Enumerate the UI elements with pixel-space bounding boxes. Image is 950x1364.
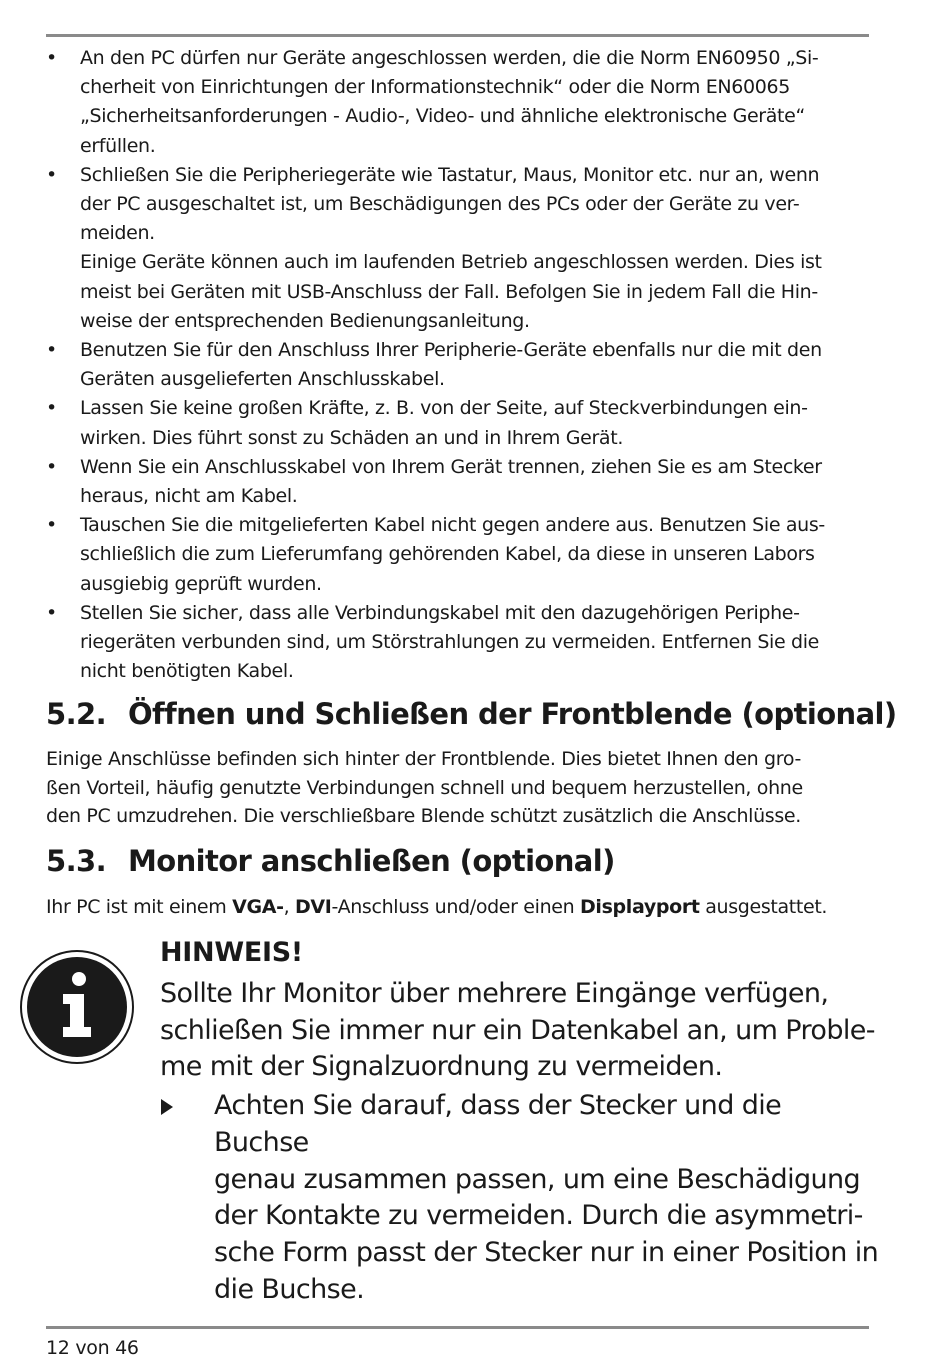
list-item: [46, 394, 876, 452]
bullet-dot: •: [46, 163, 57, 186]
list-item-text: An den PC dürfen nur Geräte angeschlossen werden, die die Norm EN60950 „Si- cherheit von Einrichtungen der Informationstechnik“ oder die Norm EN60065 „Sicherheitsanforderungen - Audio-, Video- und ähnliche elektronische Geräte“ erfüllen.: [80, 47, 819, 157]
section-title: Öffnen und Schließen der Frontblende (optional): [128, 697, 897, 731]
text-run: Ihr PC ist mit einem: [46, 896, 233, 918]
note-title: HINWEIS!: [160, 937, 303, 968]
bold-term-vga: VGA-: [232, 896, 284, 918]
text-run: ausgestattet.: [699, 896, 828, 918]
list-item-text: Schließen Sie die Peripheriegeräte wie Tastatur, Maus, Monitor etc. nur an, wenn der PC ausgeschaltet ist, um Beschädigungen des PCs oder der Geräte zu ver- meiden.: [80, 163, 820, 245]
safety-bullet-list: [46, 44, 876, 686]
note-step: [160, 1088, 880, 1309]
section-number: 5.2.: [46, 697, 106, 731]
list-item-text: Lassen Sie keine großen Kräfte, z. B. von der Seite, auf Steckverbindungen ein- wirken. Dies führt sonst zu Schäden an und in Ihrem Gerät.: [80, 397, 808, 449]
section-number: 5.3.: [46, 844, 106, 878]
bullet-dot: •: [46, 47, 57, 69]
section-title: Monitor anschließen (optional): [128, 844, 615, 878]
bottom-rule: [46, 1326, 869, 1329]
note-step-text: Achten Sie darauf, dass der Stecker und die Buchse genau zusammen passen, um eine Beschädigung der Kontakte zu vermeiden. Durch die asymmetri- sche Form passt der Stecker nur in einer Position in die Buchse.: [214, 1090, 879, 1305]
text-run: ,: [283, 896, 295, 918]
list-item-text: Benutzen Sie für den Anschluss Ihrer Peripherie-Geräte ebenfalls nur die mit den Geräten ausgelieferten Anschlusskabel.: [80, 339, 822, 391]
list-item-text: Einige Geräte können auch im laufenden Betrieb angeschlossen werden. Dies ist meist bei Geräten mit USB-Anschluss der Fall. Befolgen Sie in jedem Fall die Hin- weise der entsprechenden Bedienungsanleitung.: [80, 251, 822, 332]
list-item-text: Stellen Sie sicher, dass alle Verbindungskabel mit den dazugehörigen Periphe- riegeräten verbunden sind, um Störstrahlungen zu vermeiden. Entfernen Sie die nicht benötigten Kabel.: [80, 601, 819, 683]
list-item: [46, 44, 876, 161]
section-5-3-text: [46, 893, 876, 922]
top-rule: [46, 34, 869, 37]
text-run: -Anschluss und/oder einen: [331, 896, 580, 918]
bold-term-displayport: Displayport: [579, 896, 700, 918]
bullet-dot: •: [46, 455, 57, 478]
list-item-text: Tauschen Sie die mitgelieferten Kabel nicht gegen andere aus. Benutzen Sie aus- schließlich die zum Lieferumfang gehörenden Kabel, da diese in unseren Labors ausgiebig geprüft wurden.: [80, 514, 825, 595]
list-item: [46, 336, 876, 394]
list-item: [46, 599, 876, 687]
info-icon: [19, 949, 135, 1065]
bullet-dot: •: [46, 514, 57, 537]
bullet-dot: •: [46, 601, 57, 624]
bullet-dot: •: [46, 339, 57, 362]
list-item: [46, 161, 876, 336]
list-item-text: Wenn Sie ein Anschlusskabel von Ihrem Gerät trennen, ziehen Sie es am Stecker heraus, nicht am Kabel.: [80, 455, 822, 508]
page-number: 12 von 46: [46, 1337, 139, 1359]
section-heading-5-2: [46, 697, 897, 731]
list-item: [46, 511, 876, 599]
arrow-right-icon: [160, 1098, 174, 1116]
bold-term-dvi: DVI: [295, 896, 332, 918]
note-body: Sollte Ihr Monitor über mehrere Eingänge verfügen, schließen Sie immer nur ein Datenkabel an, um Proble- me mit der Signalzuordnung zu vermeiden.: [160, 978, 875, 1082]
list-item: [46, 453, 876, 511]
section-5-2-text: Einige Anschlüsse befinden sich hinter der Frontblende. Dies bietet Ihnen den gro- ßen Vorteil, häufig genutzte Verbindungen schnell und bequem herzustellen, ohne den PC umzudrehen. Die verschließbare Blende schützt zusätzlich die Anschlüsse.: [46, 748, 803, 827]
section-heading-5-3: [46, 844, 615, 878]
bullet-dot: •: [46, 397, 57, 420]
